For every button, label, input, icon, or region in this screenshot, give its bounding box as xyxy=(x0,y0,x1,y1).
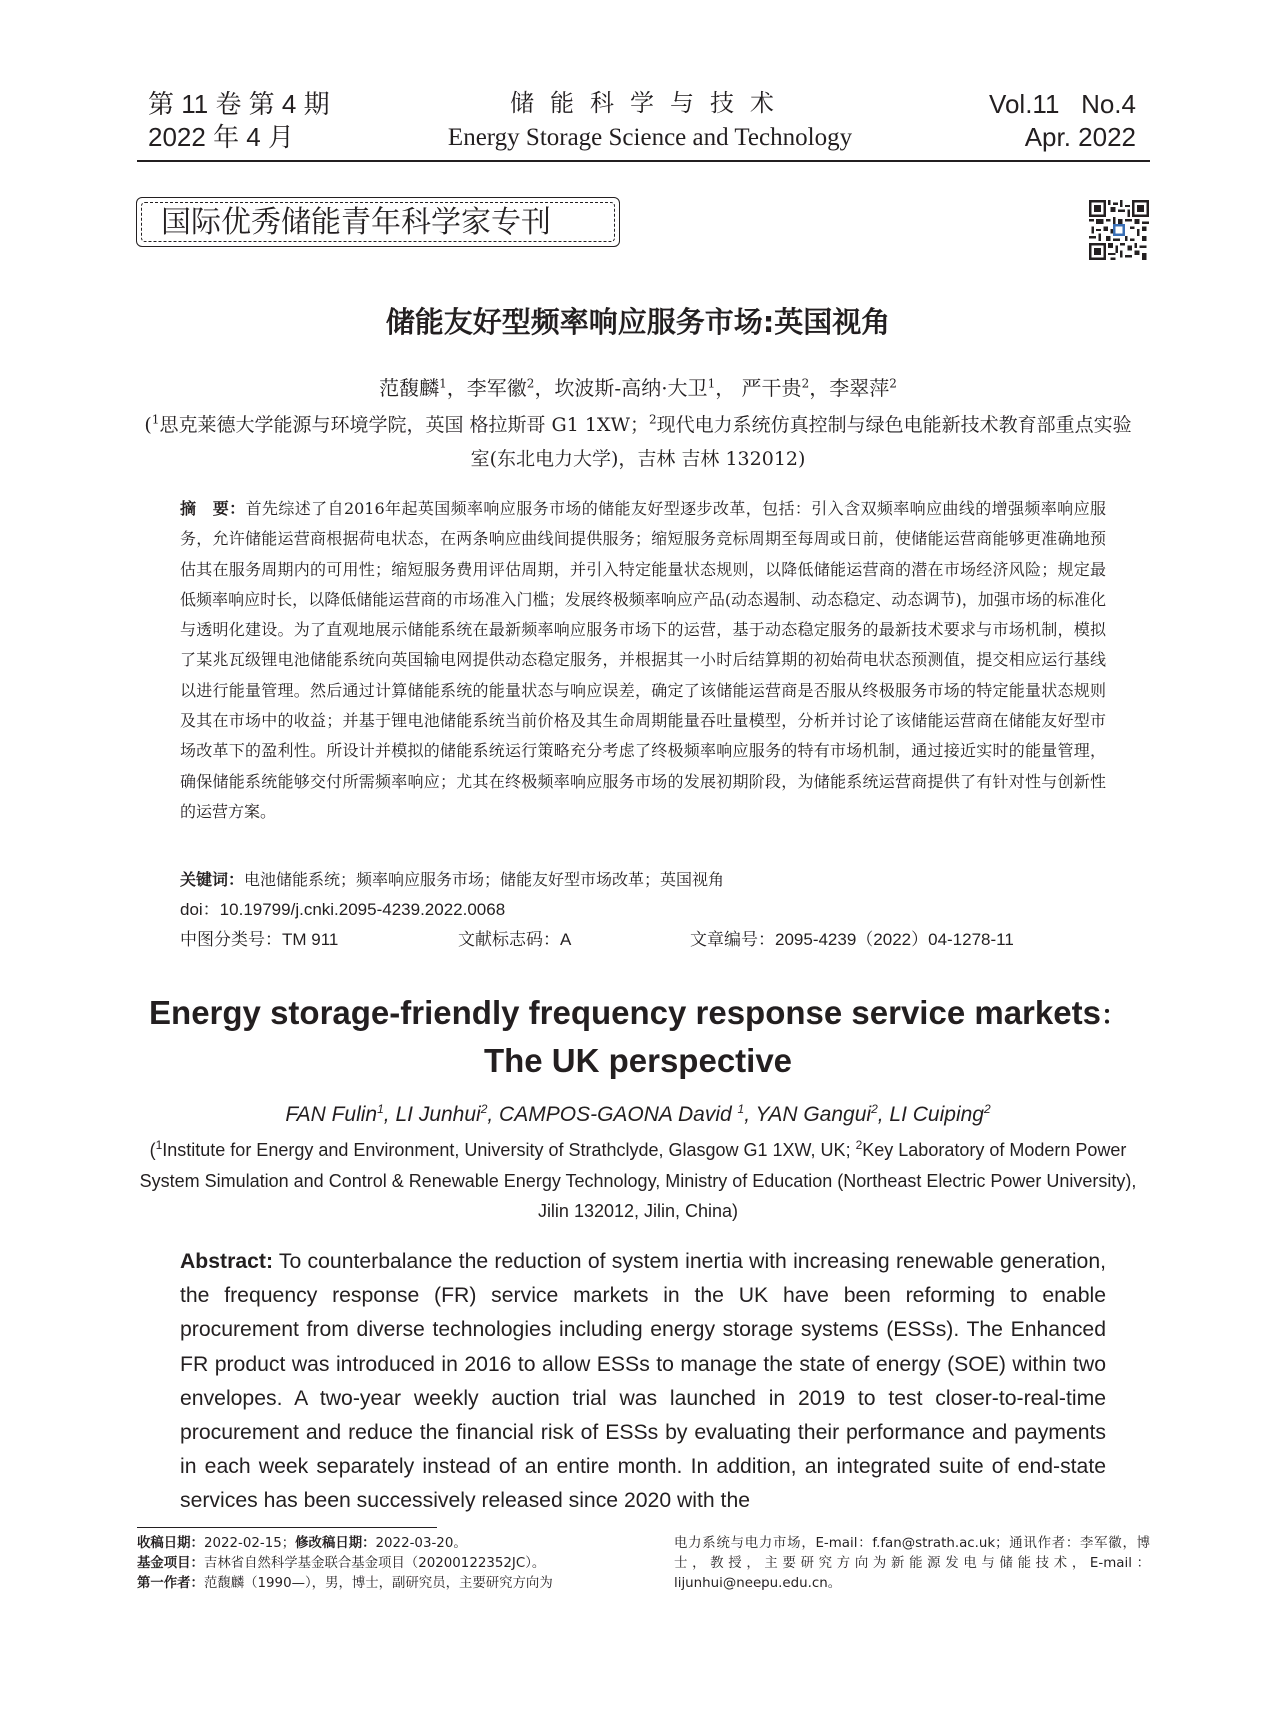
keywords-cn xyxy=(180,866,1106,894)
abstract-en-text: To counterbalance the reduction of system inertia with increasing renewable generation, the frequency response (FR) service markets in the UK have been reforming to enable procurement from diverse technologies including energy storage systems (ESSs). The Enhanced FR product was introduced in 2016 to allow ESSs to manage the state of energy (SOE) within two envelopes. A two-year weekly auction trial was launched in 2019 to test closer-to-real-time procurement and reduce the financial risk of ESSs by evaluating their performance and payments in each week separately instead of an entire month. In addition, an integrated suite of end-state services has been successively released since 2020 with the xyxy=(180,1250,1106,1513)
affiliations-en: ($^1$Institute for Energy and Environment, University of Strathclyde, Glasgow G1 1XW, UK; $^2$Key Laboratory of Modern Power System Simulation and Control & Renewable Energy Technology, Ministry of Education (Northeast Electric Power University), Jilin 132012, Jilin, China) xyxy=(139,1138,1137,1221)
article-number: 文章编号：2095-4239（2022）04-1278-11 xyxy=(690,930,1014,949)
abstract-cn-label: 摘 要： xyxy=(180,499,246,518)
footnotes-right: 电力系统与电力市场，E-mail：f.fan@strath.ac.uk；通讯作者：李军徽，博士，教授，主要研究方向为新能源发电与储能技术，E-mail：lijunhui@neepu.edu.cn。 xyxy=(674,1536,1150,1591)
volume-issue-cn: 第 11 卷 第 4 期 xyxy=(148,89,330,119)
fund-label: 基金项目： xyxy=(137,1556,204,1571)
first-author-label: 第一作者： xyxy=(137,1576,204,1591)
keywords-cn-text: 电池储能系统；频率响应服务市场；储能友好型市场改革；英国视角 xyxy=(244,870,725,889)
column-tag xyxy=(136,197,620,247)
article-title-en xyxy=(100,990,1176,1083)
header-right xyxy=(989,88,1136,154)
article-title-en-colon: ： xyxy=(1100,1000,1127,1030)
header-center xyxy=(400,86,900,154)
abstract-cn-text: 首先综述了自2016年起英国频率响应服务市场的储能友好型逐步改革，包括：引入含双频率响应曲线的增强频率响应服务，允许储能运营商根据荷电状态，在两条响应曲线间提供服务；缩短服务竞标周期至每周或日前，使储能运营商能够更准确地预估其在服务周期内的可用性；缩短服务费用评估周期，并引入特定能量状态规则，以降低储能运营商的潜在市场经济风险；规定最低频率响应时长，以降低储能运营商的市场准入门槛；发展终极频率响应产品(动态遏制、动态稳定、动态调节)，加强市场的标准化与透明化建设。为了直观地展示储能系统在最新频率响应服务市场下的运营，基于动态稳定服务的最新技术要求与市场机制，模拟了某兆瓦级锂电池储能系统向英国输电网提供动态稳定服务，并根据其一小时后结算期的初始荷电状态预测值，提交相应运行基线以进行能量管理。然后通过计算储能系统的能量状态与响应误差，确定了该储能运营商是否服从终极服务市场的特定能量状态规则及其在市场中的收益；并基于锂电池储能系统当前价格及其生命周期能量吞吐量模型，分析并讨论了该储能运营商在储能友好型市场改革下的盈利性。所设计并模拟的储能系统运行策略充分考虑了终极频率响应服务的特有市场机制，通过接近实时的能量管理，确保储能系统能够交付所需频率响应；尤其在终极频率响应服务市场的发展初期阶段，为储能系统运营商提供了有针对性与创新性的运营方案。 xyxy=(180,499,1106,821)
revised-date: 2022-03-20。 xyxy=(375,1536,467,1551)
date-cn: 2022 年 4 月 xyxy=(148,122,294,152)
footnote-first-author xyxy=(137,1574,617,1594)
fund-text: 吉林省自然科学基金联合基金项目（20200122352JC）。 xyxy=(203,1556,546,1571)
abstract-en-label: Abstract: xyxy=(180,1250,274,1273)
clc-number: 中图分类号：TM 911 xyxy=(180,930,339,949)
received-label: 收稿日期： xyxy=(137,1536,204,1551)
header-left xyxy=(148,88,330,154)
volume-issue-en: Vol.11 No.4 xyxy=(989,89,1136,119)
column-tag-label: 国际优秀储能青年科学家专刊 xyxy=(161,205,551,240)
authors-cn: 范馥麟$^1$，李军徽$^2$，坎波斯-高纳·大卫$^1$， 严干贵$^2$，李翠萍$^2$ xyxy=(379,376,897,400)
keywords-cn-label: 关键词： xyxy=(180,870,245,889)
journal-name-en: Energy Storage Science and Technology xyxy=(447,124,853,151)
qr-code-icon[interactable] xyxy=(1089,200,1149,260)
header-divider xyxy=(137,160,1150,162)
first-author-text: 范馥麟（1990—），男，博士，副研究员，主要研究方向为 xyxy=(203,1576,553,1591)
footnote-divider xyxy=(137,1527,437,1528)
revised-label: 修改稿日期： xyxy=(295,1536,376,1551)
affiliations-cn: ($^1$思克莱德大学能源与环境学院，英国 格拉斯哥 G1 1XW；$^2$现代电力系统仿真控制与绿色电能新技术教育部重点实验室(东北电力大学)，吉林 吉林 132012) xyxy=(144,412,1132,470)
authors-en: FAN Fulin$^1$, LI Junhui$^2$, CAMPOS-GAONA David $^1$, YAN Gangui$^2$, LI Cuiping$^2$ xyxy=(285,1102,991,1126)
document-code: 文献标志码：A xyxy=(458,930,572,949)
article-title-en-line2: The UK perspective xyxy=(483,1042,793,1079)
received-date: 2022-02-15； xyxy=(203,1536,296,1551)
footnotes-left xyxy=(137,1534,617,1594)
article-title-en-line1: Energy storage-friendly frequency response service markets xyxy=(149,994,1101,1031)
date-en: Apr. 2022 xyxy=(1024,122,1136,152)
article-title-cn: 储能友好型频率响应服务市场:英国视角 xyxy=(385,305,891,339)
footnote-dates xyxy=(137,1534,617,1554)
abstract-cn xyxy=(180,494,1106,827)
doi[interactable]: doi：10.19799/j.cnki.2095-4239.2022.0068 xyxy=(180,900,506,919)
journal-name-cn: 储能科学与技术 xyxy=(510,89,790,117)
footnote-fund xyxy=(137,1554,617,1574)
abstract-en xyxy=(180,1245,1106,1519)
